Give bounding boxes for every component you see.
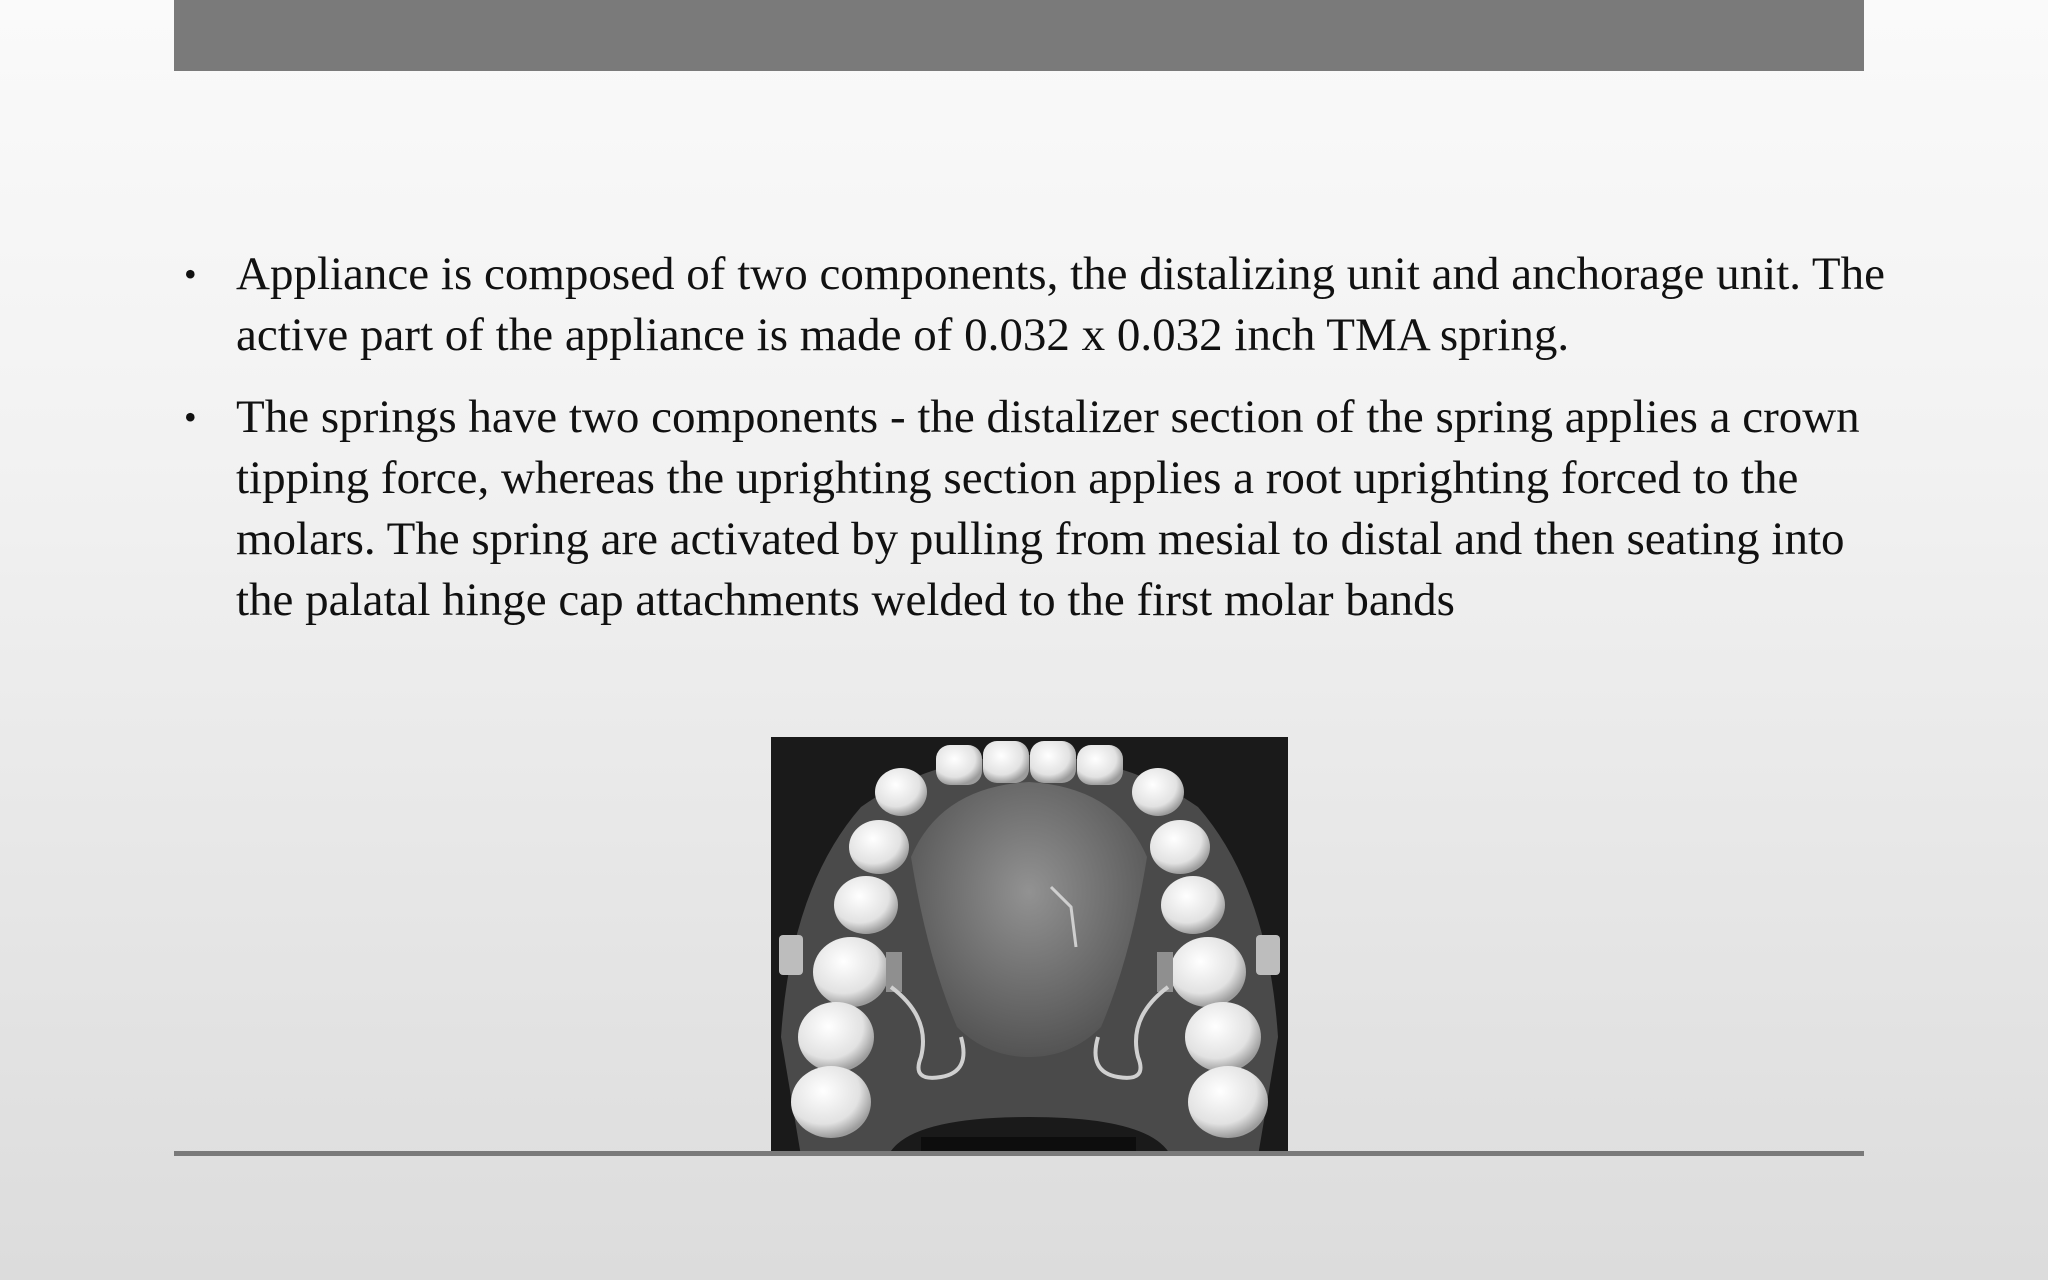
bullet-icon: • — [184, 254, 197, 294]
bullet-text-2: The springs have two components - the distalizer section of the spring applies a crown tipping force, whereas the uprighting section applies a root uprighting forced to the molars. The spring are activated by pulling from mesial to distal and then seating into the palatal hinge cap attachments welded to the first molar bands — [236, 391, 1860, 626]
dental-appliance-photo — [771, 737, 1288, 1156]
bullet-text-1: Appliance is composed of two components, the distalizing unit and anchorage unit. The active part of the appliance is made of 0.032 x 0.032 inch TMA spring. — [236, 248, 1885, 361]
title-bar — [174, 0, 1864, 71]
dental-appliance-illustration — [771, 737, 1288, 1156]
bullet-list — [174, 244, 1894, 631]
bullet-item-2 — [174, 387, 1894, 631]
bullet-icon: • — [184, 397, 197, 437]
bottom-divider — [174, 1151, 1864, 1156]
slide-body — [174, 244, 1894, 652]
bullet-item-1 — [174, 244, 1894, 366]
